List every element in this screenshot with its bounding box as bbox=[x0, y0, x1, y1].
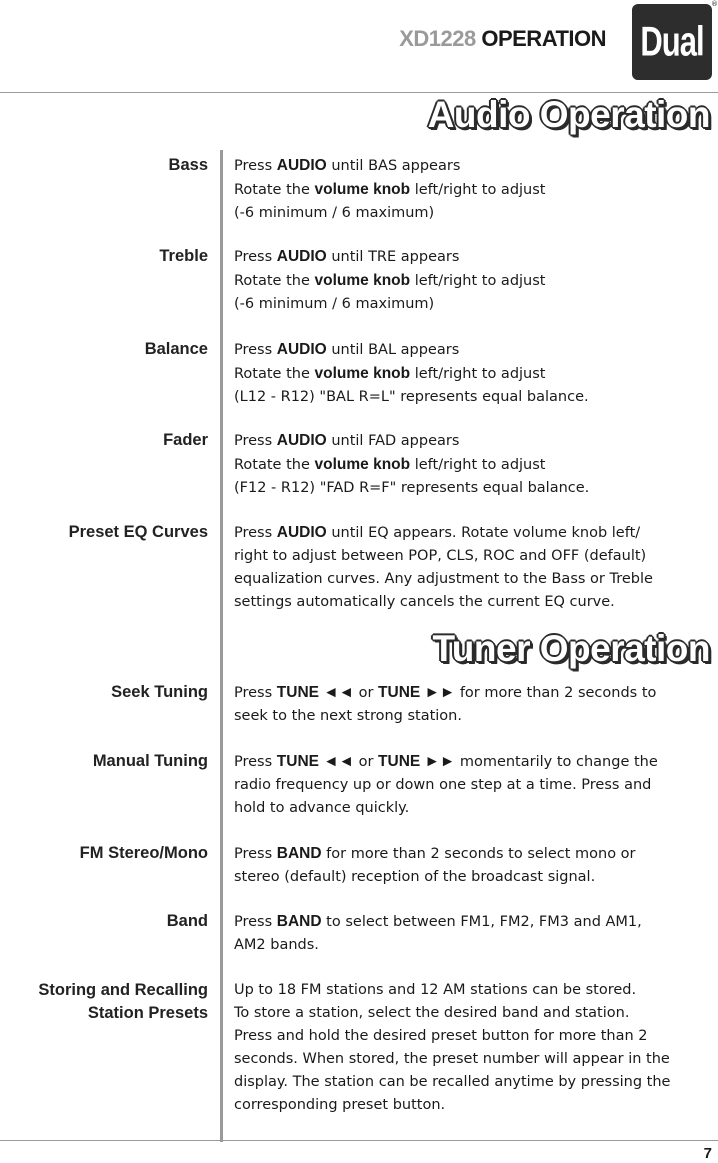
desc-line bbox=[234, 545, 712, 568]
desc-text: Up to 18 FM stations and 12 AM stations can be stored. bbox=[234, 982, 637, 998]
desc-line bbox=[234, 1002, 712, 1025]
desc-text: until FAD appears bbox=[326, 433, 460, 449]
desc-text: Press bbox=[234, 525, 277, 541]
desc-text: left/right to adjust bbox=[410, 457, 546, 473]
keyword: TUNE ►► bbox=[378, 753, 456, 770]
keyword: AUDIO bbox=[276, 157, 327, 174]
label-balance: Balance bbox=[144, 340, 208, 358]
desc-text: for more than 2 seconds to bbox=[455, 685, 657, 701]
audio-section-title: Audio Operation bbox=[427, 94, 710, 135]
desc-text: To store a station, select the desired band and station. bbox=[234, 1005, 630, 1021]
desc-line bbox=[234, 568, 712, 591]
desc-fader bbox=[234, 429, 712, 500]
desc-line bbox=[234, 362, 712, 386]
desc-treble bbox=[234, 245, 712, 316]
desc-text: settings automatically cancels the current EQ curve. bbox=[234, 594, 615, 610]
desc-line bbox=[234, 910, 712, 934]
header-title bbox=[399, 26, 606, 52]
desc-text: until BAL appears bbox=[326, 342, 460, 358]
keyword: volume knob bbox=[314, 456, 411, 473]
desc-text: to select between FM1, FM2, FM3 and AM1, bbox=[321, 914, 642, 930]
desc-line bbox=[234, 979, 712, 1002]
model-number: XD1228 bbox=[399, 26, 476, 51]
label-treble: Treble bbox=[159, 247, 208, 265]
desc-text: Rotate the bbox=[234, 273, 315, 289]
keyword: BAND bbox=[276, 913, 322, 930]
desc-text: Rotate the bbox=[234, 366, 315, 382]
desc-line bbox=[234, 202, 712, 225]
desc-line bbox=[234, 591, 712, 614]
label-seek-tuning: Seek Tuning bbox=[111, 683, 208, 701]
desc-line bbox=[234, 521, 712, 545]
desc-text: Press and hold the desired preset button for more than 2 bbox=[234, 1028, 648, 1044]
desc-text: until EQ appears. Rotate volume knob left/ bbox=[326, 525, 641, 541]
keyword: TUNE ◄◄ bbox=[276, 753, 354, 770]
desc-text: momentarily to change the bbox=[455, 754, 658, 770]
desc-text: AM2 bands. bbox=[234, 937, 319, 953]
registered-mark: ® bbox=[711, 0, 718, 8]
desc-bass bbox=[234, 154, 712, 225]
desc-text: (F12 - R12) "FAD R=F" represents equal balance. bbox=[234, 480, 590, 496]
label-preset-eq-curves: Preset EQ Curves bbox=[68, 523, 208, 541]
desc-text: for more than 2 seconds to select mono or bbox=[321, 846, 636, 862]
desc-line bbox=[234, 1025, 712, 1048]
desc-line bbox=[234, 178, 712, 202]
desc-line bbox=[234, 1048, 712, 1071]
desc-line bbox=[234, 1071, 712, 1094]
column-divider bbox=[220, 150, 223, 1142]
desc-text: seconds. When stored, the preset number will appear in the bbox=[234, 1051, 670, 1067]
desc-storing-and-recalling bbox=[234, 979, 712, 1117]
page-number: 7 bbox=[703, 1145, 712, 1162]
label-band: Band bbox=[166, 912, 208, 930]
desc-text: equalization curves. Any adjustment to the Bass or Treble bbox=[234, 571, 653, 587]
desc-text: Rotate the bbox=[234, 457, 315, 473]
desc-text: stereo (default) reception of the broadcast signal. bbox=[234, 869, 596, 885]
desc-text: corresponding preset button. bbox=[234, 1097, 446, 1113]
label-bass: Bass bbox=[168, 156, 208, 174]
desc-fm-stereo-mono bbox=[234, 842, 712, 889]
desc-text: (-6 minimum / 6 maximum) bbox=[234, 296, 435, 312]
header-operation: OPERATION bbox=[481, 26, 606, 51]
desc-line bbox=[234, 477, 712, 500]
desc-text: until TRE appears bbox=[326, 249, 460, 265]
desc-text: (L12 - R12) "BAL R=L" represents equal balance. bbox=[234, 389, 589, 405]
dual-logo bbox=[632, 4, 712, 80]
keyword: AUDIO bbox=[276, 248, 327, 265]
desc-line bbox=[234, 338, 712, 362]
label-fader: Fader bbox=[163, 431, 208, 449]
desc-text: Press bbox=[234, 846, 277, 862]
label-storing-line-1: Storing and Recalling bbox=[38, 981, 208, 999]
desc-band bbox=[234, 910, 712, 957]
desc-text: hold to advance quickly. bbox=[234, 800, 410, 816]
desc-preset-eq-curves bbox=[234, 521, 712, 614]
keyword: volume knob bbox=[314, 272, 411, 289]
label-storing-and-recalling bbox=[0, 979, 208, 1025]
keyword: AUDIO bbox=[276, 432, 327, 449]
keyword: volume knob bbox=[314, 181, 411, 198]
desc-line bbox=[234, 934, 712, 957]
desc-line bbox=[234, 681, 712, 705]
desc-line bbox=[234, 429, 712, 453]
keyword: TUNE ◄◄ bbox=[276, 684, 354, 701]
desc-line bbox=[234, 154, 712, 178]
desc-line bbox=[234, 293, 712, 316]
desc-text: left/right to adjust bbox=[410, 182, 546, 198]
desc-text: Press bbox=[234, 914, 277, 930]
keyword: AUDIO bbox=[276, 524, 327, 541]
desc-seek-tuning bbox=[234, 681, 712, 728]
logo-text: Dual bbox=[640, 17, 704, 65]
desc-line bbox=[234, 453, 712, 477]
desc-line bbox=[234, 866, 712, 889]
keyword: TUNE ►► bbox=[378, 684, 456, 701]
desc-line bbox=[234, 750, 712, 774]
label-fm-stereo-mono: FM Stereo/Mono bbox=[79, 844, 208, 862]
desc-manual-tuning bbox=[234, 750, 712, 820]
desc-text: seek to the next strong station. bbox=[234, 708, 462, 724]
desc-text: Rotate the bbox=[234, 182, 315, 198]
desc-line bbox=[234, 774, 712, 797]
desc-text: (-6 minimum / 6 maximum) bbox=[234, 205, 435, 221]
desc-text: Press bbox=[234, 342, 277, 358]
keyword: BAND bbox=[276, 845, 322, 862]
desc-text: Press bbox=[234, 249, 277, 265]
header-divider bbox=[0, 92, 718, 93]
desc-text: display. The station can be recalled anytime by pressing the bbox=[234, 1074, 671, 1090]
tuner-section-title: Tuner Operation bbox=[432, 628, 710, 669]
desc-text: Press bbox=[234, 433, 277, 449]
desc-line bbox=[234, 705, 712, 728]
label-manual-tuning: Manual Tuning bbox=[92, 752, 208, 770]
footer-divider bbox=[0, 1140, 718, 1141]
desc-line bbox=[234, 386, 712, 409]
desc-text: left/right to adjust bbox=[410, 273, 546, 289]
desc-text: or bbox=[353, 685, 379, 701]
desc-line bbox=[234, 1094, 712, 1117]
keyword: volume knob bbox=[314, 365, 411, 382]
desc-text: radio frequency up or down one step at a time. Press and bbox=[234, 777, 652, 793]
label-storing-line-2: Station Presets bbox=[87, 1004, 208, 1022]
desc-line bbox=[234, 842, 712, 866]
desc-text: Press bbox=[234, 158, 277, 174]
desc-text: Press bbox=[234, 685, 277, 701]
desc-text: or bbox=[353, 754, 379, 770]
keyword: AUDIO bbox=[276, 341, 327, 358]
desc-balance bbox=[234, 338, 712, 409]
desc-line bbox=[234, 245, 712, 269]
desc-text: left/right to adjust bbox=[410, 366, 546, 382]
desc-text: right to adjust between POP, CLS, ROC and OFF (default) bbox=[234, 548, 647, 564]
desc-text: until BAS appears bbox=[326, 158, 461, 174]
desc-line bbox=[234, 797, 712, 820]
desc-text: Press bbox=[234, 754, 277, 770]
desc-line bbox=[234, 269, 712, 293]
